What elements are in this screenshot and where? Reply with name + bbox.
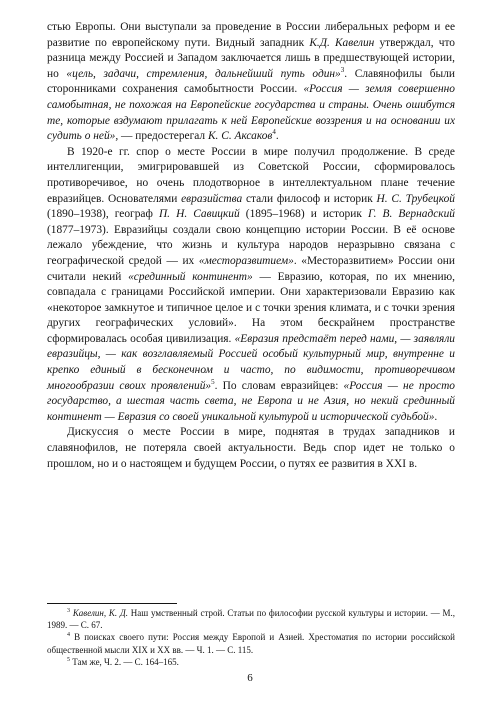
author-vernadsky: Г. В. Вернадский [367, 208, 455, 221]
quote-eurasians-2: «Россия — не просто государство, а шестая часть света, не Европа и не Азия, но некий срединный континент — Евразия со своей уникальной культурой и исторической судьбой» [47, 379, 455, 423]
page-number: 6 [247, 672, 253, 684]
footnote-ref-4: 4 [272, 128, 276, 137]
term-eurasianism: евразийства [181, 192, 243, 205]
footnote-3: $^3$ Кавелин, К. Д. Наш умственный строй. Статьи по философии русской культуры и истории. — М., 1989. — С. 67. [47, 608, 456, 631]
footnotes [47, 607, 455, 668]
author-trubetskoy: Н. С. Трубецкой [376, 192, 456, 205]
footnote-ref-3: 3 [340, 65, 345, 74]
author-savitsky: П. Н. Савицкий [158, 208, 240, 221]
quote-eurasians-1: «Евразия предстаёт перед нами, — заявляли евразийцы, — как возглавляемый Россией особый культурный мир, внутренне и крепко единый в бесконечном и часто, по видимости, противоречивом многообразии своих проявлений» [47, 332, 455, 392]
footnote-5: $^5$ Там же, Ч. 2. — С. 164–165. [67, 656, 179, 667]
main-text [47, 20, 455, 472]
paragraph-3: Дискуссия о месте России в мире, поднятая в трудах западников и славянофилов, не потеряла своей актуальности. Ведь спор идет не только о прошлом, но и о настоящем и будущем России, о путях ее развития в XXI в. [47, 426, 455, 470]
quote-aksakov: «Россия — земля совершенно самобытная, не похожая на Европейские государства и страны. Очень ошибутся те, которые вздумают прилагать к ней Европейские воззрения и на основании их судить о ней», [47, 83, 455, 143]
author-aksakov: К. С. Аксаков [207, 130, 273, 143]
footnote-ref-5: 5 [211, 377, 215, 386]
footnote-4: $^4$ В поисках своего пути: Россия между Европой и Азией. Хрестоматия по истории российской общественной мысли XIX и XX вв. — Ч. 1. — С. 115. [47, 632, 455, 655]
quote-kavelin: «цель, задачи, стремления, дальнейший путь один» [66, 67, 341, 80]
author-kavelin: К.Д. Кавелин [309, 36, 375, 49]
term-mestorazvitie: «месторазвитием» [198, 254, 294, 267]
term-middle-continent: «срединный континент» [128, 270, 253, 283]
footnote-divider [47, 603, 177, 604]
paragraph-1: стью Европы. Они выступали за проведение в России либеральных реформ и ее развитие по европейскому пути. Видный западник К.Д. Кавелин утверждал, что разница между Россией и Западом заключается лишь в предшествующей истории, но «цель, задачи, стремления, дальнейший путь один»$^3$. Славянофилы были сторонниками сохранения самобытности России. «Россия — земля совершенно самобытная, не похожая на Европейские государства и страны. Очень ошибутся те, которые вздумают прилагать к ней Европейские воззрения и на основании их судить о ней», — предостерегал К. С. Аксаков$^4$. [47, 21, 455, 143]
paragraph-2: В 1920-е гг. спор о месте России в мире получил продолжение. В среде интеллигенции, эмигрировавшей из Советской России, сформировалось противоречивое, но очень плодотворное в интеллектуальном плане течение евразийцев. Основателями евразийства стали философ и историк Н. С. Трубецкой (1890–1938), географ П. Н. Савицкий (1895–1968) и историк Г. В. Вернадский (1877–1973). Евразийцы создали свою концепцию истории России. В её основе лежало убеждение, что жизнь и культура народов неразрывно связана с географической средой — их «месторазвитием». «Месторазвитием» России они считали некий «срединный континент» — Евразию, которая, по их мнению, совпадала с границами Российской империи. Они характеризовали Евразию как «некоторое замкнутое и типичное целое и с точки зрения климата, и с точки зрения других географических условий». На этом бескрайнем пространстве сформировалась особая цивилизация. «Евразия предстаёт перед нами, — заявляли евразийцы, — как возглавляемый Россией особый культурный мир, внутренне и крепко единый в бесконечном и часто, по видимости, противоречивом многообразии своих проявлений»$^5$. По словам евразийцев: «Россия — не просто государство, а шестая часть света, не Европа и не Азия, но некий срединный континент — Евразия со своей уникальной культурой и исторической судьбой». [47, 145, 456, 423]
